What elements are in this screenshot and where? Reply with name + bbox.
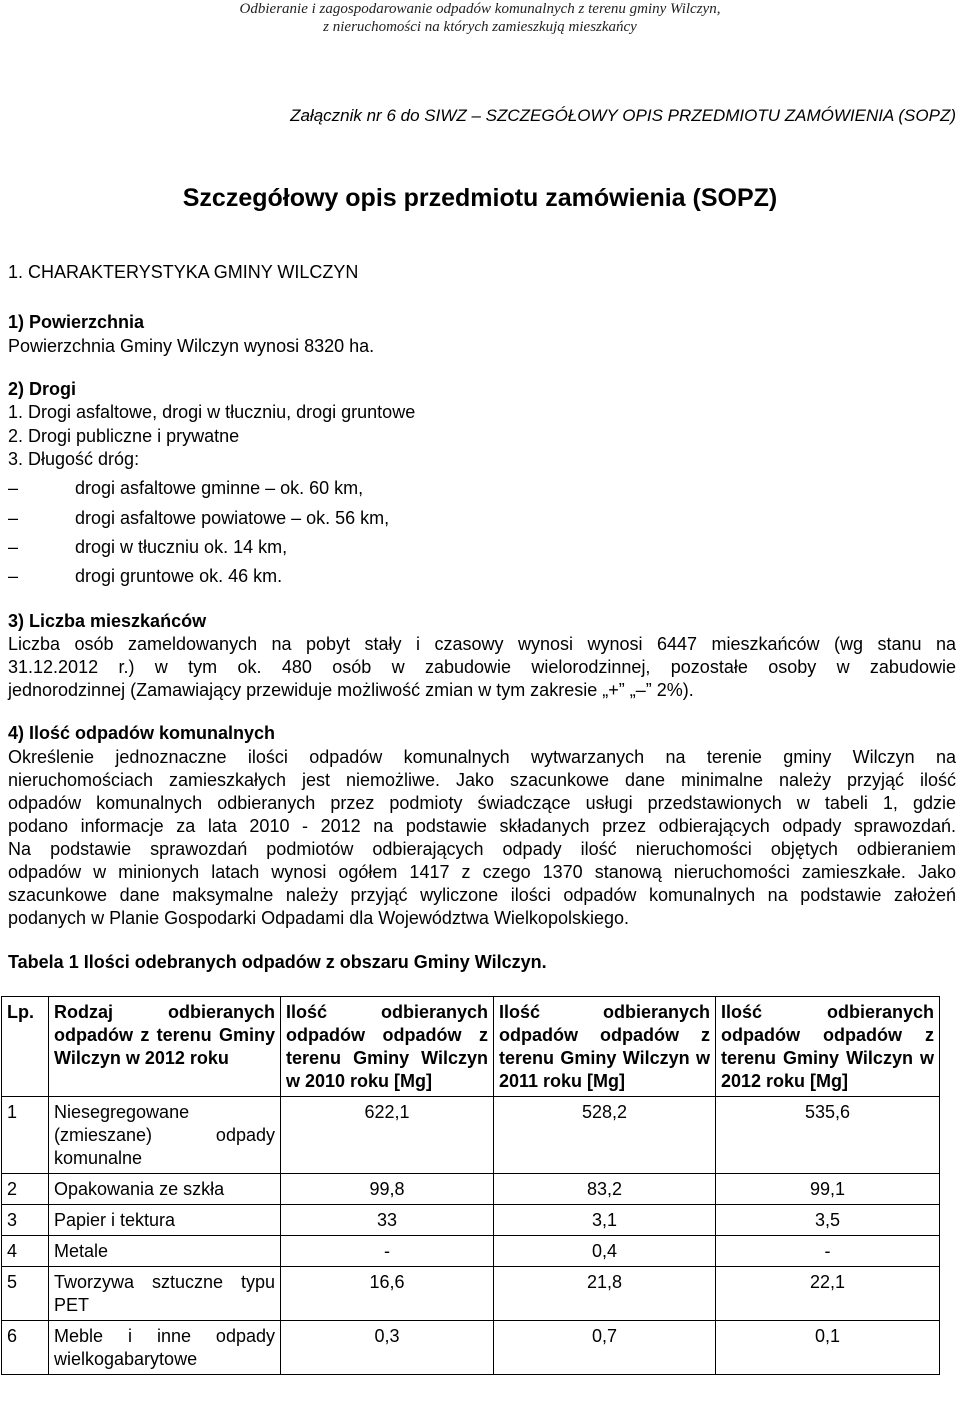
running-header-line-2: z nieruchomości na których zamieszkują mieszkańcy: [323, 19, 637, 35]
cell-amount-2010: 622,1: [281, 1097, 494, 1174]
table-row: [2, 1205, 940, 1236]
cell-amount-2012: -: [716, 1236, 940, 1267]
waste-line: nieruchomościach zamieszkałych jest niemożliwe. Jako szacunkowe dane minimalne należy przyjąć ilość: [8, 770, 956, 790]
road-length-item: drogi asfaltowe powiatowe – ok. 56 km,: [75, 508, 390, 528]
cell-lp: 5: [2, 1267, 49, 1321]
residents-paragraph: [8, 633, 956, 702]
cell-amount-2011: 83,2: [494, 1174, 716, 1205]
cell-lp: 3: [2, 1205, 49, 1236]
cell-amount-2011: 0,4: [494, 1236, 716, 1267]
waste-table: [1, 996, 940, 1375]
roads-heading: 2) Drogi: [8, 379, 77, 399]
cell-amount-2011: 3,1: [494, 1205, 716, 1236]
cell-amount-2012: 0,1: [716, 1321, 940, 1375]
list-dash: –: [8, 508, 19, 528]
header-waste-type: Rodzaj odbieranych odpadów z terenu Gminy Wilczyn w 2012 roku: [49, 997, 281, 1097]
roads-item: 3. Długość dróg:: [8, 449, 140, 469]
cell-amount-2011: 21,8: [494, 1267, 716, 1321]
running-header-line-1: Odbieranie i zagospodarowanie odpadów komunalnych z terenu gminy Wilczyn,: [239, 1, 721, 17]
table-row: [2, 1174, 940, 1205]
roads-item: 1. Drogi asfaltowe, drogi w tłuczniu, drogi gruntowe: [8, 402, 416, 422]
cell-waste-type: Metale: [49, 1236, 281, 1267]
running-header: [0, 0, 960, 36]
residents-line: 31.12.2012 r.) w tym ok. 480 osób w zabudowie wielorodzinnej, pozostałe osoby w zabudowie: [8, 657, 956, 677]
header-amount-2011: Ilość odbieranych odpadów odpadów z terenu Gminy Wilczyn w 2011 roku [Mg]: [494, 997, 716, 1097]
table-row: [2, 1236, 940, 1267]
cell-waste-type: Meble i inne odpady wielkogabarytowe: [49, 1321, 281, 1375]
cell-waste-type: Opakowania ze szkła: [49, 1174, 281, 1205]
cell-waste-type: Tworzywa sztuczne typu PET: [49, 1267, 281, 1321]
cell-waste-type: Papier i tektura: [49, 1205, 281, 1236]
table-row: [2, 1321, 940, 1375]
cell-amount-2010: 16,6: [281, 1267, 494, 1321]
cell-lp: 2: [2, 1174, 49, 1205]
cell-amount-2012: 3,5: [716, 1205, 940, 1236]
waste-line: Na podstawie sprawozdań podmiotów odbierających odpady ilość nieruchomości objętych odbieraniem: [8, 839, 956, 859]
waste-heading: 4) Ilość odpadów komunalnych: [8, 723, 276, 743]
waste-line: podano informacje za lata 2010 - 2012 na podstawie składanych przez odbierających odpady sprawozdań.: [8, 816, 956, 836]
road-length-item: drogi gruntowe ok. 46 km.: [75, 566, 283, 586]
header-lp: Lp.: [2, 997, 49, 1097]
waste-paragraph: [8, 746, 956, 930]
cell-lp: 1: [2, 1097, 49, 1174]
residents-line: Liczba osób zameldowanych na pobyt stały i czasowy wynosi wynosi 6447 mieszkańców (wg stanu na: [8, 634, 956, 654]
residents-line: jednorodzinnej (Zamawiający przewiduje możliwość zmian w tym zakresie „+” „–” 2%).: [8, 680, 694, 700]
residents-heading: 3) Liczba mieszkańców: [8, 611, 207, 631]
cell-amount-2012: 535,6: [716, 1097, 940, 1174]
cell-lp: 4: [2, 1236, 49, 1267]
cell-waste-type: Niesegregowane (zmieszane) odpady komunalne: [49, 1097, 281, 1174]
list-dash: –: [8, 537, 19, 557]
road-length-item: drogi w tłuczniu ok. 14 km,: [75, 537, 288, 557]
cell-amount-2012: 99,1: [716, 1174, 940, 1205]
waste-line: szacunkowe dane maksymalne należy przyjąć wyliczone ilości odpadów komunalnych na podstawie założeń: [8, 885, 956, 905]
list-dash: –: [8, 478, 19, 498]
annex-title: Załącznik nr 6 do SIWZ – SZCZEGÓŁOWY OPIS PRZEDMIOTU ZAMÓWIENIA (SOPZ): [290, 106, 956, 125]
section-heading-1: 1. CHARAKTERYSTYKA GMINY WILCZYN: [8, 262, 359, 282]
area-heading: 1) Powierzchnia: [8, 312, 145, 332]
waste-line: Określenie jednoznaczne ilości odpadów komunalnych wytwarzanych na terenie gminy Wilczyn na: [8, 747, 956, 767]
header-amount-2012: Ilość odbieranych odpadów odpadów z terenu Gminy Wilczyn w 2012 roku [Mg]: [716, 997, 940, 1097]
waste-line: odpadów komunalnych odbieranych przez podmioty świadczące usługi przedstawionych w tabeli 1, gdzie: [8, 793, 956, 813]
list-dash: –: [8, 566, 19, 586]
cell-amount-2010: 33: [281, 1205, 494, 1236]
cell-amount-2011: 0,7: [494, 1321, 716, 1375]
waste-line: podanych w Planie Gospodarki Odpadami dla Województwa Wielkopolskiego.: [8, 908, 629, 928]
cell-amount-2012: 22,1: [716, 1267, 940, 1321]
table-caption: Tabela 1 Ilości odebranych odpadów z obszaru Gminy Wilczyn.: [8, 952, 547, 972]
cell-amount-2010: -: [281, 1236, 494, 1267]
table-row: [2, 1267, 940, 1321]
header-amount-2010: Ilość odbieranych odpadów odpadów z terenu Gminy Wilczyn w 2010 roku [Mg]: [281, 997, 494, 1097]
roads-item: 2. Drogi publiczne i prywatne: [8, 426, 240, 446]
road-length-item: drogi asfaltowe gminne – ok. 60 km,: [75, 478, 364, 498]
table-header-row: [2, 997, 940, 1097]
document-title: Szczegółowy opis przedmiotu zamówienia (SOPZ): [182, 184, 778, 212]
cell-amount-2010: 99,8: [281, 1174, 494, 1205]
cell-amount-2011: 528,2: [494, 1097, 716, 1174]
table-row: [2, 1097, 940, 1174]
cell-lp: 6: [2, 1321, 49, 1375]
area-text: Powierzchnia Gminy Wilczyn wynosi 8320 ha.: [8, 336, 375, 356]
cell-amount-2010: 0,3: [281, 1321, 494, 1375]
waste-line: odpadów w minionych latach wynosi ogółem 1417 z czego 1370 stanową nieruchomości zamieszkałe. Jako: [8, 862, 956, 882]
